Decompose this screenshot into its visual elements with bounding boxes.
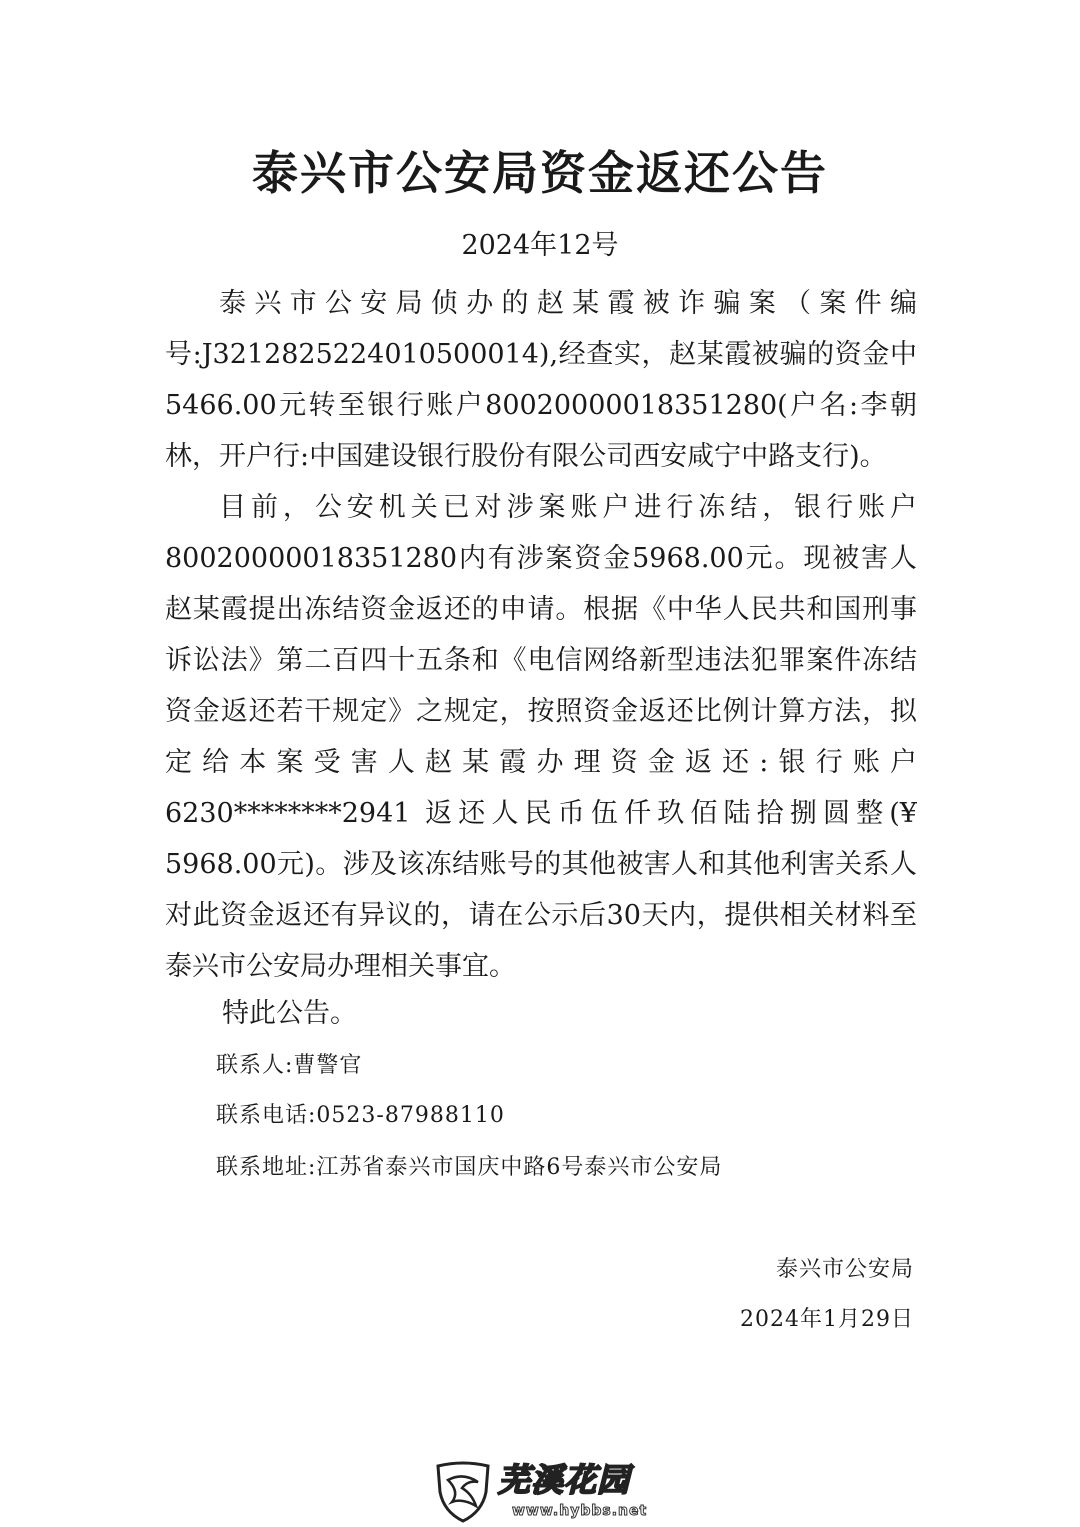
document-number: 2024年12号: [461, 230, 619, 261]
shield-swirl-logo-icon: [432, 1458, 494, 1524]
watermark-site-url: www.hybbs.net: [512, 1503, 648, 1519]
paragraph-refund-details: 目前，公安机关已对涉案账户进行冻结，银行账户80020000018351280内有涉案资金5968.00元。现被害人赵某霞提出冻结资金返还的申请。根据《中华人民共和国刑事诉讼法》第二百四十五条和《电信网络新型违法犯罪案件冻结资金返还若干规定》之规定，按照资金返还比例计算方法，拟定给本案受害人赵某霞办理资金返还:银行账户6230********2941 返还人民币伍仟玖佰陆拾捌圆整(¥ 5968.00元)。涉及该冻结账号的其他被害人和其他利害关系人对此资金返还有异议的，请在公示后30天内，提供相关材料至泰兴市公安局办理相关事宜。: [165, 492, 917, 982]
paragraph-case-details: 泰兴市公安局侦办的赵某霞被诈骗案（案件编号:J3212825224010500014),经查实，赵某霞被骗的资金中5466.00元转至银行账户80020000018351280(户名:李朝林，开户行:中国建设银行股份有限公司西安咸宁中路支行)。: [165, 288, 917, 472]
closing-statement: 特此公告。: [222, 998, 357, 1029]
contact-person: 联系人:曹警官: [216, 1053, 363, 1078]
contact-phone: 联系电话:0523-87988110: [216, 1103, 505, 1128]
contact-address: 联系地址:江苏省泰兴市国庆中路6号泰兴市公安局: [216, 1155, 723, 1180]
watermark-site-name: 芜溪花园: [498, 1461, 631, 1499]
notice-title: 泰兴市公安局资金返还公告: [252, 146, 828, 200]
signature-date: 2024年1月29日: [740, 1307, 914, 1332]
signature-organization: 泰兴市公安局: [775, 1257, 914, 1282]
notice-body: [165, 278, 917, 992]
site-watermark: [432, 1458, 648, 1524]
